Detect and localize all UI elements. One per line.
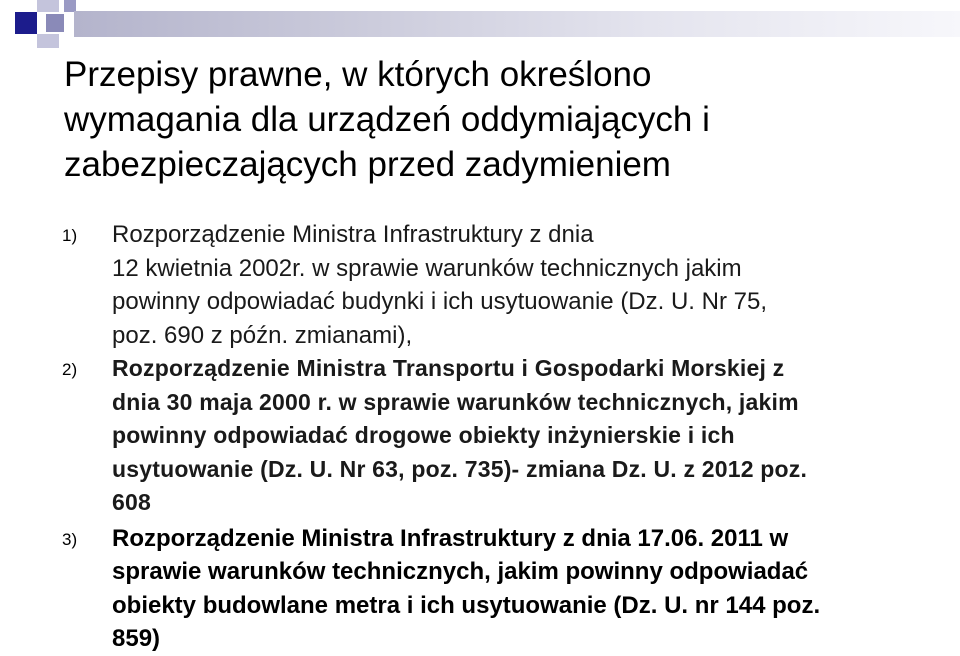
decor-square-light <box>37 34 59 48</box>
list-item-number: 3) <box>62 529 78 549</box>
regulation-list <box>62 218 932 656</box>
list-item-line: dnia 30 maja 2000 r. w sprawie warunków technicznych, jakim <box>112 388 799 415</box>
list-item-line: Rozporządzenie Ministra Transportu i Gospodarki Morskiej z <box>112 355 785 381</box>
list-item-line: usytuowanie (Dz. U. Nr 63, poz. 735)- zmiana Dz. U. z 2012 poz. <box>112 455 808 482</box>
list-item-number: 2) <box>62 360 78 379</box>
title-line: Przepisy prawne, w których określono <box>64 55 652 94</box>
list-item-line: Rozporządzenie Ministra Infrastruktury z dnia 17.06. 2011 w <box>112 524 789 552</box>
decor-square-mid <box>46 14 64 32</box>
list-item-line: 12 kwietnia 2002r. w sprawie warunków technicznych jakim <box>112 254 742 282</box>
list-item-line: poz. 690 z późn. zmianami), <box>112 321 413 349</box>
decor-gradient-band <box>74 11 960 37</box>
header-decoration <box>0 0 960 52</box>
slide-title <box>64 52 944 187</box>
title-line: zabezpieczających przed zadymieniem <box>64 145 671 184</box>
list-item-line: sprawie warunków technicznych, jakim powinny odpowiadać <box>112 558 809 585</box>
list-item-line: powinny odpowiadać drogowe obiekty inżynierskie i ich <box>112 422 735 448</box>
list-item-line: powinny odpowiadać budynki i ich usytuowanie (Dz. U. Nr 75, <box>112 288 767 315</box>
list-item <box>62 218 932 352</box>
decor-square-dark <box>15 12 37 34</box>
list-item <box>62 522 932 656</box>
list-item-line: obiekty budowlane metra i ich usytuowanie (Dz. U. nr 144 poz. <box>112 591 821 619</box>
list-item-number: 1) <box>62 226 78 245</box>
list-item-line: 608 <box>112 489 151 515</box>
decor-square-light <box>37 0 59 12</box>
list-item-line: Rozporządzenie Ministra Infrastruktury z dnia <box>112 221 594 248</box>
list-item-line: 859) <box>112 625 161 652</box>
title-line: wymagania dla urządzeń oddymiających i <box>64 100 710 139</box>
list-item <box>62 352 932 520</box>
